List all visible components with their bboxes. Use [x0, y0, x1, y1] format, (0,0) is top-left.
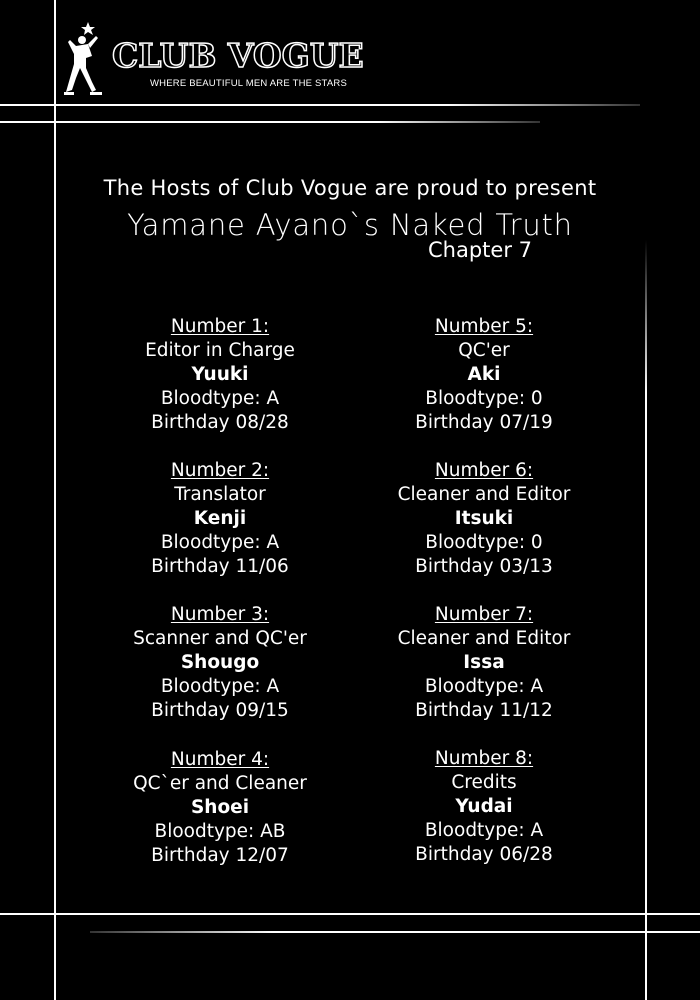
staff-role: Scanner and QC'er [133, 628, 307, 649]
staff-entry-8 [354, 747, 614, 867]
staff-entry-2 [90, 459, 350, 579]
frame-line-top-2 [0, 121, 540, 123]
staff-bloodtype: Bloodtype: AB [154, 821, 286, 842]
staff-number: Number 6: [434, 460, 534, 481]
staff-bloodtype: Bloodtype: 0 [425, 388, 543, 409]
staff-birthday: Birthday 11/12 [415, 700, 553, 721]
staff-entry-4 [90, 748, 350, 868]
staff-birthday: Birthday 03/13 [415, 556, 553, 577]
staff-name: Itsuki [454, 508, 514, 529]
staff-bloodtype: Bloodtype: 0 [425, 532, 543, 553]
staff-number: Number 2: [170, 460, 270, 481]
staff-role: Cleaner and Editor [397, 484, 571, 505]
staff-number: Number 5: [434, 316, 534, 337]
frame-line-left [54, 0, 56, 1000]
staff-entry-6 [354, 459, 614, 579]
dancer-silhouette-icon [62, 20, 106, 96]
staff-role: QC'er [458, 340, 510, 361]
staff-bloodtype: Bloodtype: A [160, 676, 280, 697]
staff-name: Kenji [193, 508, 247, 529]
staff-birthday: Birthday 07/19 [415, 412, 553, 433]
staff-number: Number 3: [170, 604, 270, 625]
frame-line-right [645, 240, 647, 1000]
staff-role: Translator [174, 484, 266, 505]
staff-number: Number 7: [434, 604, 534, 625]
present-line: The Hosts of Club Vogue are proud to present [103, 176, 597, 200]
staff-number: Number 8: [434, 748, 534, 769]
staff-entry-5 [354, 315, 614, 435]
staff-entry-1 [90, 315, 350, 435]
staff-role: Editor in Charge [145, 340, 295, 361]
staff-role: Cleaner and Editor [397, 628, 571, 649]
staff-bloodtype: Bloodtype: A [160, 388, 280, 409]
staff-number: Number 1: [170, 316, 270, 337]
staff-name: Shoei [190, 797, 250, 818]
staff-birthday: Birthday 12/07 [151, 845, 289, 866]
staff-number: Number 4: [170, 749, 270, 770]
staff-birthday: Birthday 06/28 [415, 844, 553, 865]
staff-bloodtype: Bloodtype: A [424, 820, 544, 841]
frame-line-top-1 [0, 104, 640, 106]
staff-birthday: Birthday 09/15 [151, 700, 289, 721]
frame-line-bottom-2 [90, 931, 700, 933]
staff-name: Aki [467, 364, 501, 385]
staff-name: Shougo [180, 652, 260, 673]
staff-name: Yuuki [191, 364, 249, 385]
logo-tagline: WHERE BEAUTIFUL MEN ARE THE STARS [150, 78, 347, 89]
staff-name: Yudai [455, 796, 513, 817]
chapter-label: Chapter 7 [428, 238, 532, 262]
staff-name: Issa [463, 652, 505, 673]
staff-entry-7 [354, 603, 614, 723]
club-vogue-logo [62, 20, 362, 100]
staff-bloodtype: Bloodtype: A [160, 532, 280, 553]
logo-title: CLUB VOGUE [112, 36, 364, 75]
frame-line-bottom-1 [0, 913, 700, 915]
staff-bloodtype: Bloodtype: A [424, 676, 544, 697]
staff-role: Credits [451, 772, 517, 793]
staff-birthday: Birthday 08/28 [151, 412, 289, 433]
manga-title: Yamane Ayano`s Naked Truth [127, 208, 573, 242]
staff-role: QC`er and Cleaner [133, 773, 307, 794]
staff-entry-3 [90, 603, 350, 723]
staff-birthday: Birthday 11/06 [151, 556, 289, 577]
